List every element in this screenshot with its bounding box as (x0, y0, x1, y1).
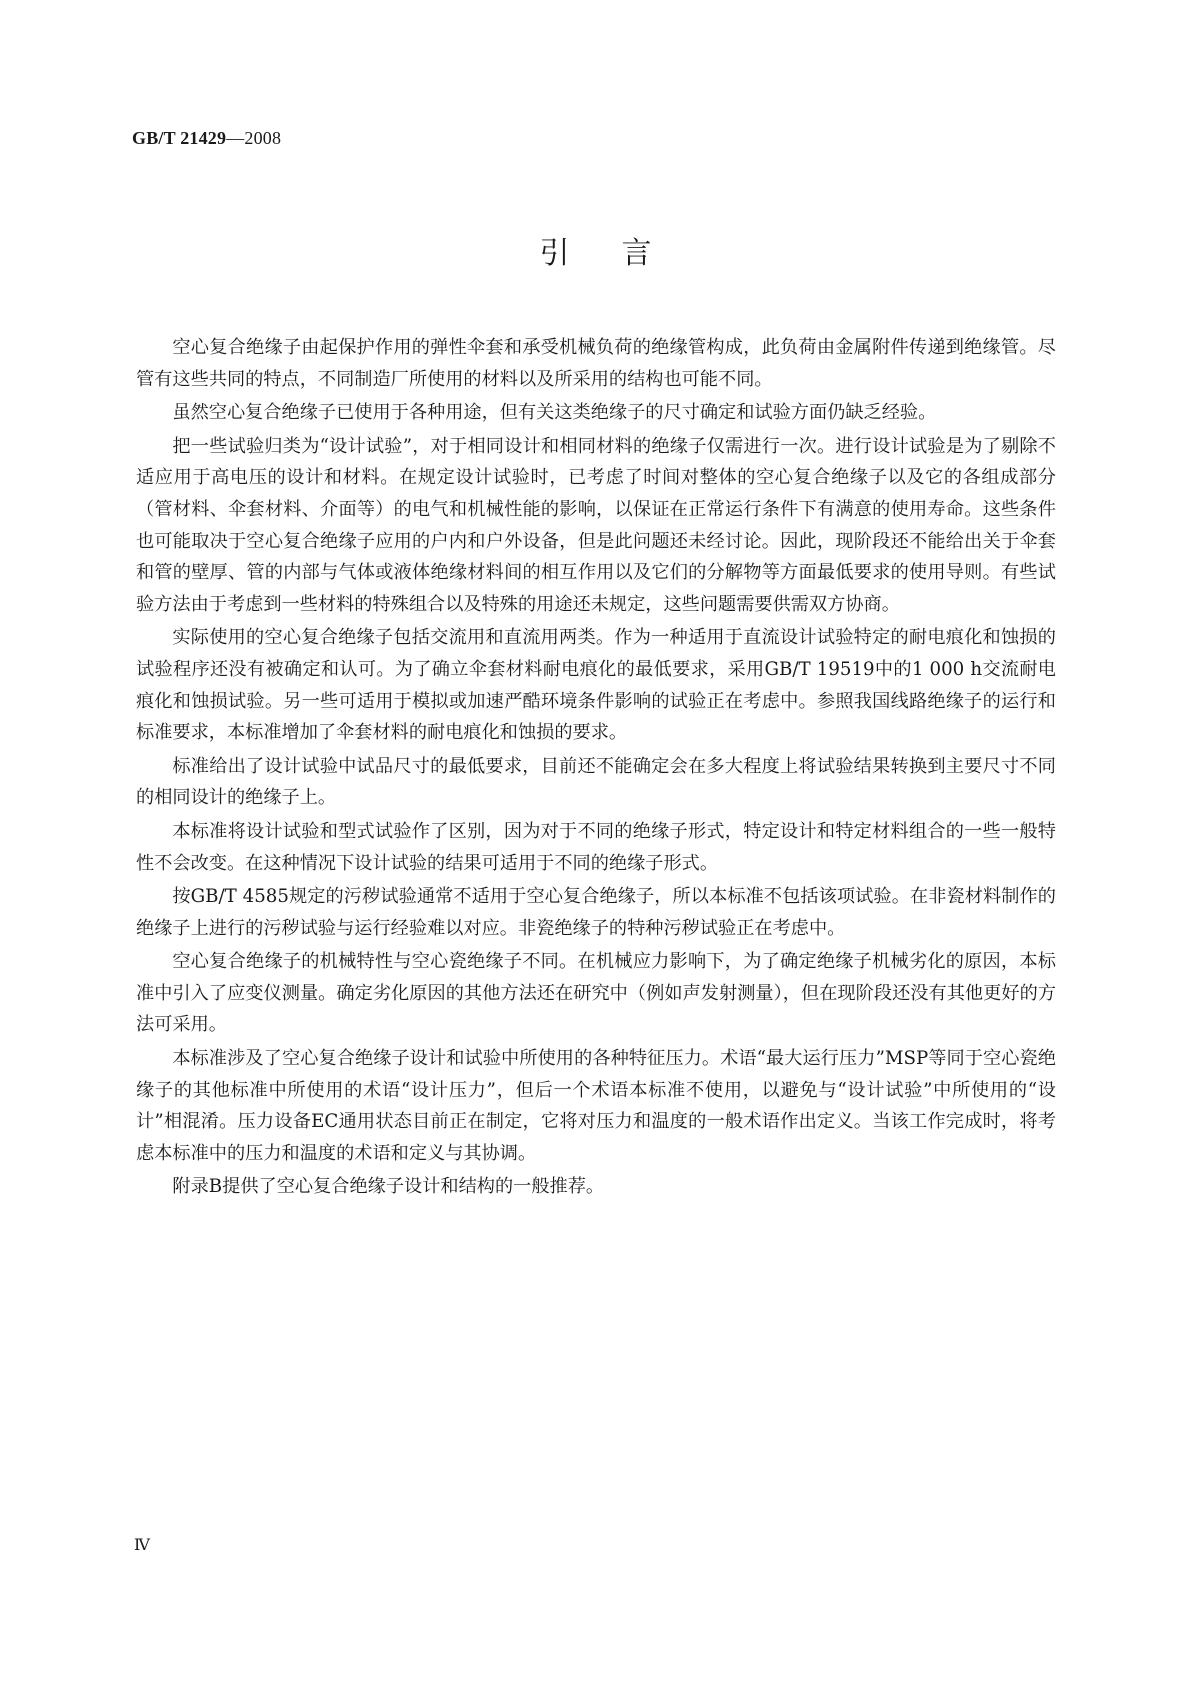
standard-year: —2008 (226, 128, 282, 148)
paragraph: 虽然空心复合绝缘子已使用于各种用途，但有关这类绝缘子的尺寸确定和试验方面仍缺乏经验。 (172, 402, 937, 424)
standard-number: GB/T 21429 (132, 128, 227, 148)
paragraph: 本标准将设计试验和型式试验作了区别，因为对于不同的绝缘子形式，特定设计和特定材料组合的一些一般特性不会改变。在这种情况下设计试验的结果可适用于不同的绝缘子形式。 (136, 820, 1056, 874)
paragraph: 空心复合绝缘子的机械特性与空心瓷绝缘子不同。在机械应力影响下，为了确定绝缘子机械劣化的原因，本标准中引入了应变仪测量。确定劣化原因的其他方法还在研究中（例如声发射测量），但在现阶段还没有其他更好的方法可采用。 (136, 951, 1056, 1036)
paragraph: 标准给出了设计试验中试品尺寸的最低要求，目前还不能确定会在多大程度上将试验结果转换到主要尺寸不同的相同设计的绝缘子上。 (136, 755, 1056, 809)
paragraph: 本标准涉及了空心复合绝缘子设计和试验中所使用的各种特征压力。术语“最大运行压力”MSP等同于空心瓷绝缘子的其他标准中所使用的术语“设计压力”，但后一个术语本标准不使用，以避免与“设计试验”中所使用的“设计”相混淆。压力设备EC通用状态目前正在制定，它将对压力和温度的一般术语作出定义。当该工作完成时，将考虑本标准中的压力和温度的术语和定义与其协调。 (136, 1048, 1056, 1164)
introduction-body (136, 332, 1056, 1205)
paragraph: 按GB/T 4585规定的污秽试验通常不适用于空心复合绝缘子，所以本标准不包括该项试验。在非瓷材料制作的绝缘子上进行的污秽试验与运行经验难以对应。非瓷绝缘子的特种污秽试验正在考虑中。 (136, 886, 1056, 939)
paragraph: 把一些试验归类为“设计试验”，对于相同设计和相同材料的绝缘子仅需进行一次。进行设计试验是为了剔除不适应用于高电压的设计和材料。在规定设计试验时，已考虑了时间对整体的空心复合绝缘子以及它的各组成部分（管材料、伞套材料、介面等）的电气和机械性能的影响，以保证在正常运行条件下有满意的使用寿命。这些条件也可能取决于空心复合绝缘子应用的户内和户外设备，但是此问题还未经讨论。因此，现阶段还不能给出关于伞套和管的壁厚、管的内部与气体或液体绝缘材料间的相互作用以及它们的分解物等方面最低要求的使用导则。有些试验方法由于考虑到一些材料的特殊组合以及特殊的用途还未规定，这些问题需要供需双方协商。 (136, 435, 1056, 615)
page-number: Ⅳ (134, 1537, 150, 1554)
paragraph: 实际使用的空心复合绝缘子包括交流用和直流用两类。作为一种适用于直流设计试验特定的耐电痕化和蚀损的试验程序还没有被确定和认可。为了确立伞套材料耐电痕化的最低要求，采用GB/T 19519中的1 000 h交流耐电痕化和蚀损试验。另一些可适用于模拟或加速严酷环境条件影响的试验正在考虑中。参照我国线路绝缘子的运行和标准要求，本标准增加了伞套材料的耐电痕化和蚀损的要求。 (136, 627, 1056, 744)
paragraph: 附录B提供了空心复合绝缘子设计和结构的一般推荐。 (172, 1176, 605, 1198)
page-title: 引言 (539, 236, 704, 271)
paragraph: 空心复合绝缘子由起保护作用的弹性伞套和承受机械负荷的绝缘管构成，此负荷由金属附件传递到绝缘管。尽管有这些共同的特点，不同制造厂所使用的材料以及所采用的结构也可能不同。 (136, 337, 1056, 390)
standard-code (132, 128, 281, 149)
